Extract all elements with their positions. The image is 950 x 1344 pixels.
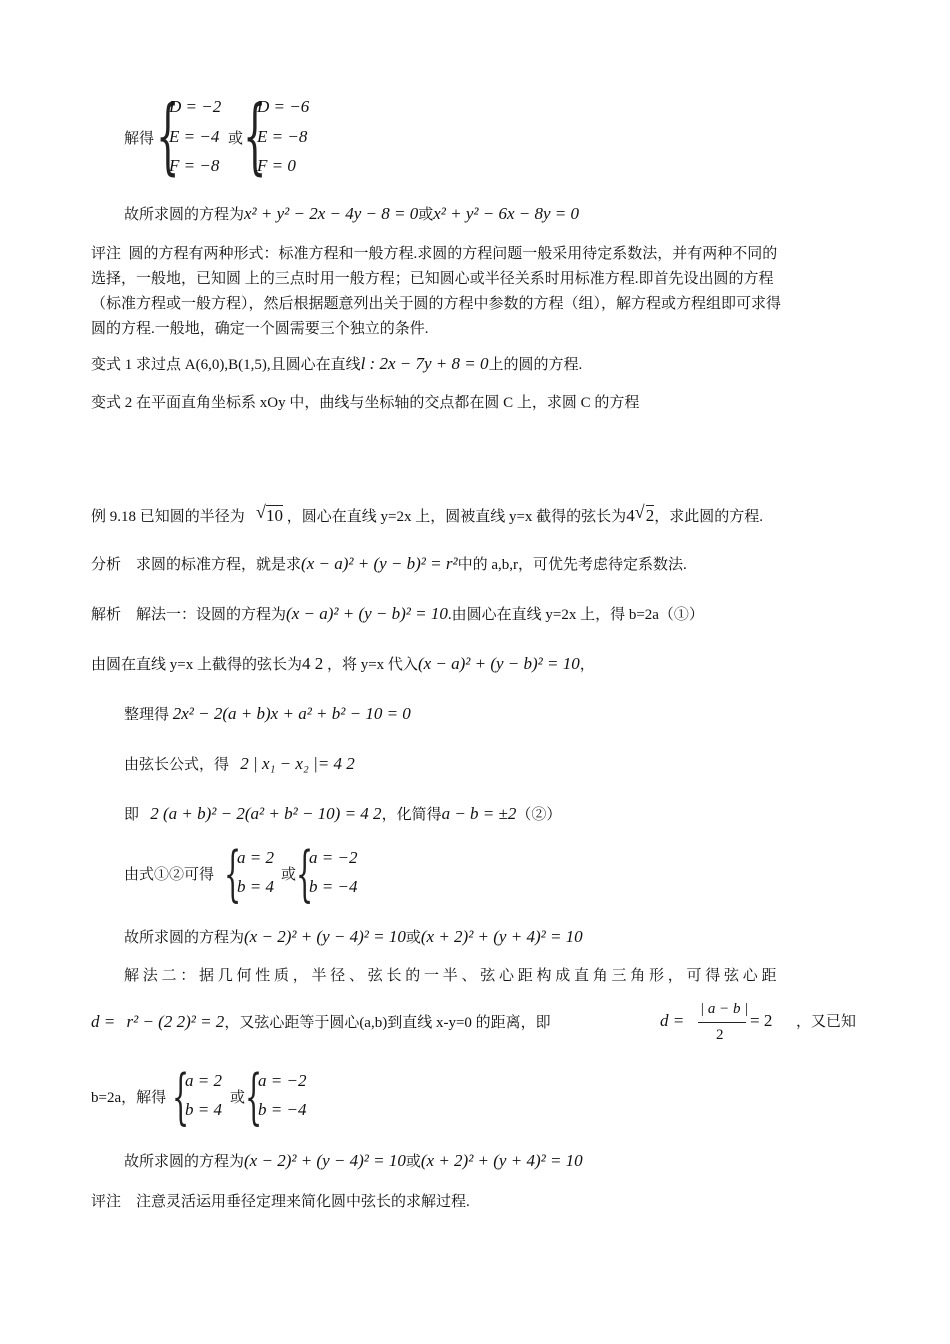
result-lead: 故所求圆的方程为: [124, 207, 245, 223]
comment-line-2: 选择，一般地，已知圆 上的三点时用一般方程；已知圆心或半径关系时用标准方程.即首先设出圆的方程: [91, 271, 774, 287]
variant-1: 变式 1 求过点 A(6,0),B(1,5),且圆心在直线l : 2x − 7y + 8 = 0上的圆的方程.: [91, 354, 583, 373]
example-line: 例 9.18 已知圆的半径为 √ 10 ，圆心在直线 y=2x 上，圆被直线 y=x 截得的弦长为4 √ 2，求此圆的方程.: [91, 502, 763, 525]
solution-line: 解析 解法一：设圆的方程为(x − a)² + (y − b)² = 10.由圆心在直线 y=2x 上，得 b=2a（①）: [91, 604, 704, 623]
brace-left-1: {: [156, 89, 180, 184]
brace-left-3: {: [224, 839, 242, 909]
comment2-label: 评注: [91, 1194, 122, 1210]
example-sqrt10: √ 10: [256, 502, 284, 525]
from-sys2-row1: a = −2: [309, 848, 358, 867]
solve-label: 解得: [124, 131, 155, 147]
m2-sys2-row1: a = −2: [258, 1071, 307, 1090]
comment-label: 评注: [91, 246, 122, 262]
example-sqrt2: √ 2: [634, 502, 655, 525]
result-line-3: 故所求圆的方程为(x − 2)² + (y − 4)² = 10或(x + 2)² + (y + 4)² = 10: [124, 1151, 583, 1170]
m2-sys2-row2: b = −4: [258, 1100, 307, 1119]
also-known: ，又已知: [796, 1014, 857, 1030]
from-sys1-row2: b = 4: [237, 877, 274, 896]
sys2-row2: E = −8: [257, 127, 308, 146]
variant-2: 变式 2 在平面直角坐标系 xOy 中，曲线与坐标轴的交点都在圆 C 上，求圆 C 的方程: [91, 395, 640, 411]
analysis-label: 分析: [91, 557, 122, 573]
frac-line: [698, 1022, 746, 1023]
sys1-row3: F = −8: [169, 156, 220, 175]
brace-left-5: {: [172, 1062, 190, 1132]
or-text: 或: [228, 131, 244, 147]
comment-line-4: 圆的方程.一般地，确定一个圆需要三个独立的条件.: [91, 321, 429, 337]
from-label: 由式①②可得: [124, 867, 215, 883]
method2-eq-line: d = r² − (2 2)² = 2，又弦心距等于圆心(a,b)到直线 x-y=0 的距离，即: [91, 1012, 551, 1031]
result-line-2: 故所求圆的方程为(x − 2)² + (y − 4)² = 10或(x + 2)² + (y + 4)² = 10: [124, 927, 583, 946]
from-sys1-row1: a = 2: [237, 848, 274, 867]
result-eq2: x² + y² − 6x − 8y = 0: [433, 204, 580, 223]
analysis-line: 分析 求圆的标准方程，就是求(x − a)² + (y − b)² = r²中的 a,b,r，可优先考虑待定系数法.: [91, 554, 687, 573]
frac-eq: = 2: [750, 1011, 773, 1030]
variant1-eq: l : 2x − 7y + 8 = 0: [360, 354, 489, 373]
result-eq1: x² + y² − 2x − 4y − 8 = 0: [244, 204, 419, 223]
brace-left-2: {: [243, 89, 267, 184]
frac-den: 2: [716, 1027, 724, 1043]
method2-solve-label: b=2a，解得: [91, 1090, 167, 1106]
m2-sys1-row2: b = 4: [185, 1100, 222, 1119]
formula-line: 由弦长公式，得 2 | x₁ − x₂ |= 4 2: [124, 754, 355, 773]
chord-line: 由圆在直线 y=x 上截得的弦长为4 2 ，将 y=x 代入(x − a)² + (y − b)² = 10，: [91, 654, 595, 673]
sys1-row1: D = −2: [169, 97, 222, 116]
m2-or: 或: [230, 1090, 246, 1106]
frac-num: | a − b |: [700, 1001, 749, 1017]
method2-line: 解 法 二 ： 据 几 何 性 质 ， 半 径 、 弦 长 的 一 半 、 弦 心 距 构 成 直 角 三 角 形 ， 可 得 弦 心 距: [124, 968, 777, 984]
ie-line: 即 2 (a + b)² − 2(a² + b² − 10) = 4 2，化简得a − b = ±2（②）: [124, 804, 562, 823]
result-line-1: [124, 204, 579, 225]
solution-label: 解析: [91, 607, 122, 623]
sys2-row3: F = 0: [257, 156, 296, 175]
d-label-2: d =: [660, 1011, 685, 1030]
result-or: 或: [418, 207, 434, 223]
comment-line-1: 评注 圆的方程有两种形式：标准方程和一般方程.求圆的方程问题一般采用待定系数法，并有两种不同的: [91, 246, 778, 262]
sys1-row2: E = −4: [169, 127, 220, 146]
comment-line-3: （标准方程或一般方程），然后根据题意列出关于圆的方程中参数的方程（组），解方程或方程组即可求得: [91, 296, 782, 312]
brace-left-6: {: [245, 1062, 263, 1132]
comment2-line: 评注 注意灵活运用垂径定理来简化圆中弦长的求解过程.: [91, 1194, 470, 1210]
brace-left-4: {: [296, 839, 314, 909]
simplify-line: 整理得 2x² − 2(a + b)x + a² + b² − 10 = 0: [124, 704, 411, 723]
from-or: 或: [281, 867, 297, 883]
sys2-row1: D = −6: [257, 97, 310, 116]
from-sys2-row2: b = −4: [309, 877, 358, 896]
m2-sys1-row1: a = 2: [185, 1071, 222, 1090]
